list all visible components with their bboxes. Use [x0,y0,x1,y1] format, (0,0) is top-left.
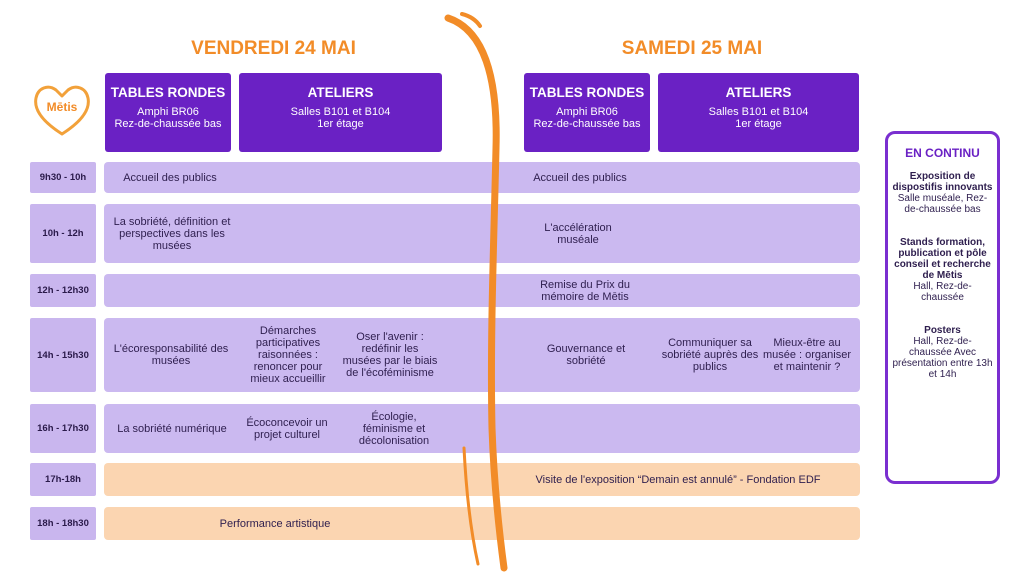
time-slot: 9h30 - 10h [30,162,96,193]
session-governance: Gouvernance et sobriété [546,343,626,367]
header-floor: 1er étage [317,118,364,130]
session-communicate: Communiquer sa sobriété auprès des publics [661,337,759,373]
session-participative: Démarches participatives raisonnées : renoncer pour mieux accueillir [250,325,326,385]
session-museum-acceleration: L'accélération muséale [544,221,612,246]
header-fri-ateliers [239,73,442,152]
header-floor: Rez-de-chaussée bas [533,118,641,130]
block-text: Hall, Rez-de-chaussée [913,281,972,303]
header-sat-tables-rondes [524,73,650,152]
time-slot: 17h-18h [30,463,96,496]
session-prize: Remise du Prix du mémoire de Mētis [540,278,630,303]
day-title-saturday: SAMEDI 25 MAI [621,38,763,59]
time-slot: 16h - 17h30 [30,404,96,453]
session-welcome-friday: Accueil des publics [123,171,217,184]
sidebar-title: EN CONTINU [905,146,980,160]
session-ecofeminism: Oser l'avenir : redéfinir les musées par le biais de l'écoféminisme [342,331,438,379]
header-floor: Rez-de-chaussée bas [114,118,222,130]
swoosh-divider-icon [440,8,520,572]
session-ecodesign: Écoconcevoir un projet culturel [246,416,328,441]
block-title: Posters [924,325,961,336]
sidebar-block-exposition [888,171,997,215]
session-performance: Performance artistique [219,517,331,530]
header-location: Salles B101 et B104 [708,106,809,118]
metis-logo [30,80,94,138]
logo-text: Mētis [46,100,78,114]
header-location: Amphi BR06 [137,106,199,118]
block-title: Exposition de dispostifis innovants [892,171,993,193]
session-decolonisation: Écologie, féminisme et décolonisation [358,410,430,447]
header-fri-tables-rondes [105,73,231,152]
header-sat-ateliers [658,73,859,152]
block-title: Stands formation, publication et pôle conseil et recherche de Mētis [894,237,991,281]
header-location: Amphi BR06 [556,106,618,118]
session-exhibition-visit: Visite de l'exposition “Demain est annulé” - Fondation EDF [535,473,821,486]
sidebar-block-posters [888,325,997,380]
session-welcome-saturday: Accueil des publics [533,171,627,184]
sidebar-en-continu [885,131,1000,484]
session-ecoresponsibility: L'écoresponsabilité des musées [113,343,229,367]
time-slot: 10h - 12h [30,204,96,263]
block-text: Hall, Rez-de-chaussée Avec présentation entre 13h et 14h [892,336,993,380]
header-title: ATELIERS [307,85,374,100]
header-title: TABLES RONDES [529,85,645,100]
block-text: Salle muséale, Rez-de-chaussée bas [897,193,988,215]
time-slot: 14h - 15h30 [30,318,96,392]
session-wellbeing: Mieux-être au musée : organiser et maintenir ? [762,337,852,373]
header-floor: 1er étage [735,118,782,130]
session-sobriety-definition: La sobriété, définition et perspectives dans les musées [113,215,231,252]
time-slot: 18h - 18h30 [30,507,96,540]
header-title: ATELIERS [725,85,792,100]
time-slot: 12h - 12h30 [30,274,96,307]
session-digital-sobriety: La sobriété numérique [117,422,227,435]
header-title: TABLES RONDES [110,85,226,100]
header-location: Salles B101 et B104 [290,106,391,118]
day-title-friday: VENDREDI 24 MAI [191,38,356,59]
sidebar-block-stands [888,237,997,303]
